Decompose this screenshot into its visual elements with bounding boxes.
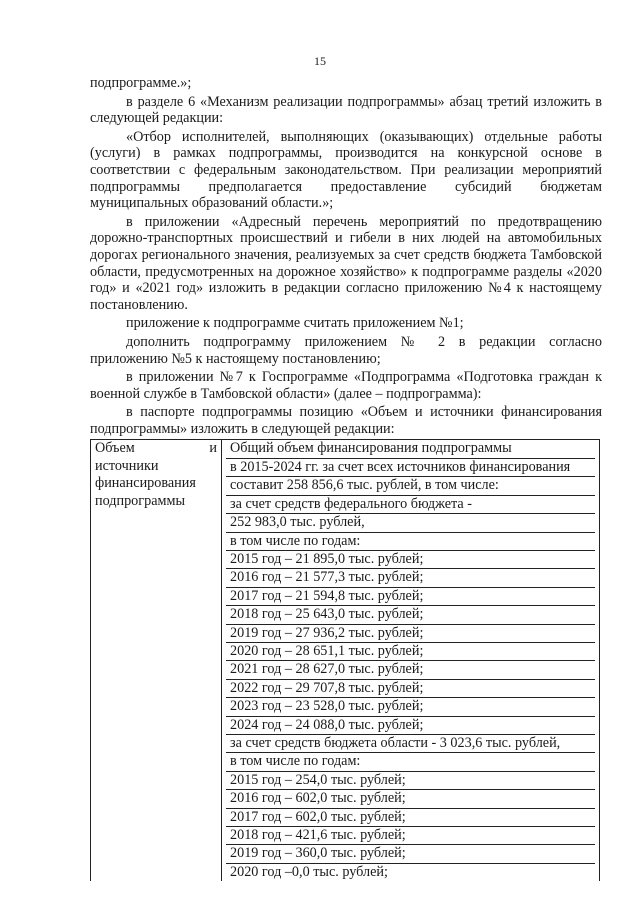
label-rest bbox=[95, 458, 217, 510]
financing-row bbox=[91, 440, 600, 881]
paragraph: подпрограмме.»; bbox=[90, 75, 192, 91]
label-line: источники bbox=[95, 457, 159, 474]
paragraph: приложение к подпрограмме считать приложением №1; bbox=[126, 315, 464, 332]
financing-table bbox=[90, 439, 600, 881]
value-line: 2018 год – 25 643,0 тыс. рублей; bbox=[226, 606, 595, 624]
value-line: составит 258 856,6 тыс. рублей, в том числе: bbox=[226, 477, 595, 495]
value-line: 2022 год – 29 707,8 тыс. рублей; bbox=[226, 680, 595, 698]
value-line: 2015 год – 21 895,0 тыс. рублей; bbox=[226, 551, 595, 569]
value-line: за счет средств федерального бюджета - bbox=[226, 496, 595, 514]
value-line: 252 983,0 тыс. рублей, bbox=[226, 514, 595, 532]
value-line: 2020 год –0,0 тыс. рублей; bbox=[230, 863, 388, 880]
value-line: за счет средств бюджета области - 3 023,6 тыс. рублей, bbox=[226, 735, 595, 753]
label-word: и bbox=[209, 440, 217, 457]
value-line: 2023 год – 23 528,0 тыс. рублей; bbox=[226, 698, 595, 716]
value-line: 2021 год – 28 627,0 тыс. рублей; bbox=[226, 661, 595, 679]
value-line: в 2015-2024 гг. за счет всех источников финансирования bbox=[226, 459, 595, 477]
value-line: в том числе по годам: bbox=[226, 753, 595, 771]
label-line: финансирования bbox=[95, 475, 196, 492]
value-line: Общий объем финансирования подпрограммы bbox=[226, 440, 595, 458]
value-line: 2017 год – 21 594,8 тыс. рублей; bbox=[226, 588, 595, 606]
paragraph: в приложении «Адресный перечень мероприятий по предотвращению дорожно-транспортных происшествий и гибели в них людей на автомобильных дорогах регионального значения, реализуемых за счет средств бюджета Тамбовской области, предусмотренных на дорожное хозяйство» к подпрограмме разделы «2020 год» и «2021 год» изложить в редакции согласно приложению №4 к настоящему постановлению. bbox=[90, 213, 602, 313]
value-line: 2024 год – 24 088,0 тыс. рублей; bbox=[226, 717, 595, 735]
label-word: Объем bbox=[95, 440, 135, 457]
paragraph: дополнить подпрограмму приложением № 2 в редакции согласно приложению №5 к настоящему постановлению; bbox=[90, 333, 602, 367]
value-line: 2019 год – 27 936,2 тыс. рублей; bbox=[226, 625, 595, 643]
value-line: 2018 год – 421,6 тыс. рублей; bbox=[226, 827, 595, 845]
document-body bbox=[90, 75, 602, 881]
value-line: 2016 год – 21 577,3 тыс. рублей; bbox=[226, 569, 595, 587]
label-first-line bbox=[95, 440, 217, 457]
paragraph: «Отбор исполнителей, выполняющих (оказывающих) отдельные работы (услуги) в рамках подпрограммы, производится на конкурсной основе в соответствии с федеральным законодательством. При реализации мероприятий подпрограммы предполагается предоставление субсидий бюджетам муниципальных образований области.»; bbox=[90, 128, 602, 212]
value-line: 2019 год – 360,0 тыс. рублей; bbox=[226, 845, 595, 863]
value-lines bbox=[226, 440, 595, 881]
table-label-cell bbox=[91, 440, 222, 881]
label-line: подпрограммы bbox=[95, 492, 185, 509]
value-line: 2015 год – 254,0 тыс. рублей; bbox=[226, 772, 595, 790]
paragraph: в приложении №7 к Госпрограмме «Подпрограмма «Подготовка граждан к военной службе в Тамбовской области» (далее – подпрограмма): bbox=[90, 369, 602, 402]
table-value-cell bbox=[222, 440, 600, 881]
value-line: в том числе по годам: bbox=[226, 533, 595, 551]
value-line: 2017 год – 602,0 тыс. рублей; bbox=[226, 809, 595, 827]
paragraph: в паспорте подпрограммы позицию «Объем и источники финансирования подпрограммы» изложить в следующей редакции: bbox=[90, 404, 602, 437]
page-number: 15 bbox=[314, 54, 326, 68]
paragraph: в разделе 6 «Механизм реализации подпрограммы» абзац третий изложить в следующей редакции: bbox=[90, 93, 602, 127]
value-line: 2020 год – 28 651,1 тыс. рублей; bbox=[226, 643, 595, 661]
paragraph-list bbox=[90, 75, 602, 437]
value-line: 2016 год – 602,0 тыс. рублей; bbox=[226, 790, 595, 808]
